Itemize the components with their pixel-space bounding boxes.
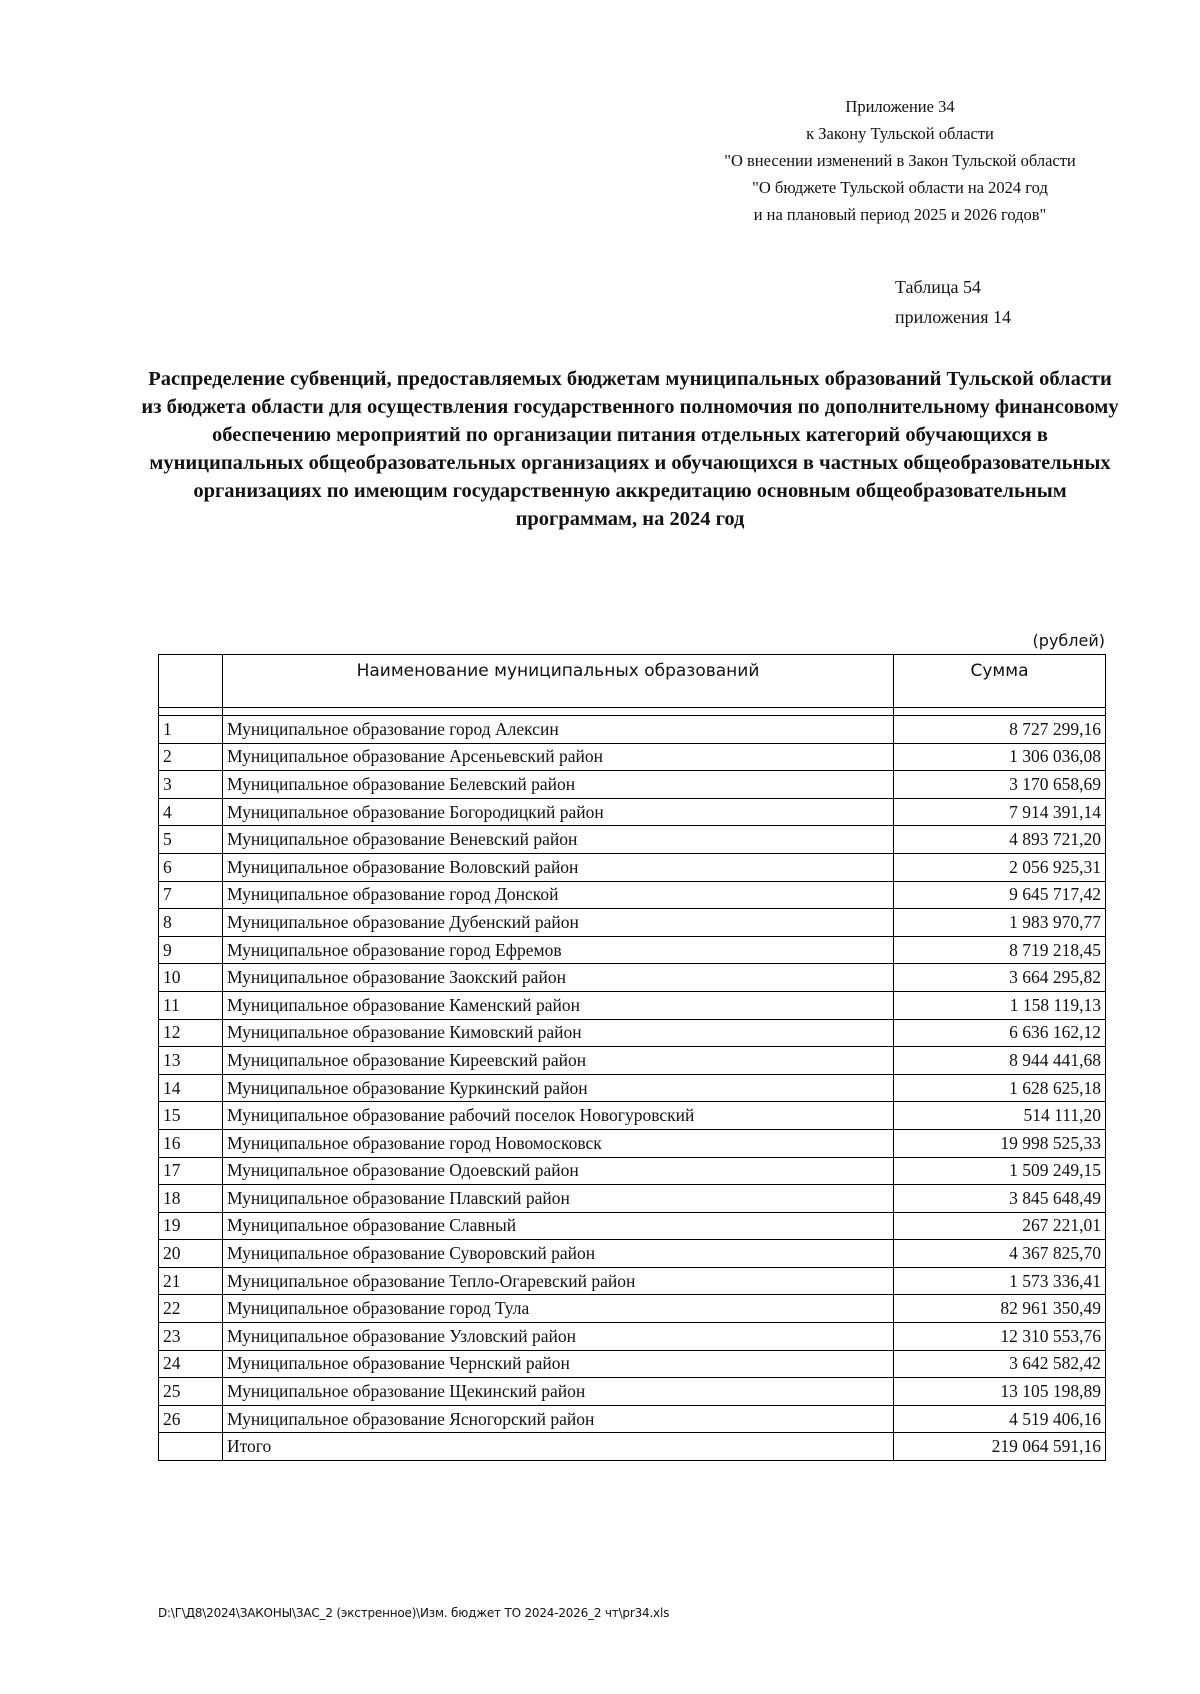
row-number: 23 xyxy=(159,1323,223,1351)
row-number: 8 xyxy=(159,909,223,937)
row-number: 11 xyxy=(159,991,223,1019)
row-number: 1 xyxy=(159,716,223,744)
table-row xyxy=(159,771,1106,799)
table-row xyxy=(159,1157,1106,1185)
row-name: Муниципальное образование Каменский район xyxy=(223,991,894,1019)
row-sum: 3 664 295,82 xyxy=(894,964,1106,992)
row-sum: 514 111,20 xyxy=(894,1102,1106,1130)
row-sum: 1 158 119,13 xyxy=(894,991,1106,1019)
row-name: Муниципальное образование Воловский район xyxy=(223,853,894,881)
row-number: 17 xyxy=(159,1157,223,1185)
table-row xyxy=(159,1405,1106,1433)
table-row xyxy=(159,743,1106,771)
row-name: Муниципальное образование Чернский район xyxy=(223,1350,894,1378)
row-number: 25 xyxy=(159,1378,223,1406)
row-sum: 6 636 162,12 xyxy=(894,1019,1106,1047)
table-row xyxy=(159,881,1106,909)
row-name: Муниципальное образование город Новомосковск xyxy=(223,1129,894,1157)
appendix-line: и на плановый период 2025 и 2026 годов" xyxy=(753,205,1047,224)
row-name: Муниципальное образование город Алексин xyxy=(223,716,894,744)
table-reference-line: приложения 14 xyxy=(895,307,1012,327)
row-name: Муниципальное образование Кимовский район xyxy=(223,1019,894,1047)
units-label: (рублей) xyxy=(1032,631,1105,650)
table-row xyxy=(159,1019,1106,1047)
row-number: 10 xyxy=(159,964,223,992)
row-number: 13 xyxy=(159,1047,223,1075)
row-sum: 2 056 925,31 xyxy=(894,853,1106,881)
row-name: Муниципальное образование рабочий поселок Новогуровский xyxy=(223,1102,894,1130)
row-sum: 1 573 336,41 xyxy=(894,1267,1106,1295)
row-number: 18 xyxy=(159,1185,223,1213)
row-name: Муниципальное образование Киреевский район xyxy=(223,1047,894,1075)
header-name: Наименование муниципальных образований xyxy=(223,655,894,708)
row-sum: 12 310 553,76 xyxy=(894,1323,1106,1351)
table-row xyxy=(159,936,1106,964)
header-sum: Сумма xyxy=(894,655,1106,708)
row-number: 16 xyxy=(159,1129,223,1157)
table-row xyxy=(159,964,1106,992)
total-sum: 219 064 591,16 xyxy=(894,1433,1106,1461)
row-sum: 19 998 525,33 xyxy=(894,1129,1106,1157)
row-number: 15 xyxy=(159,1102,223,1130)
table-reference-line: Таблица 54 xyxy=(895,277,981,297)
row-sum: 9 645 717,42 xyxy=(894,881,1106,909)
table-row xyxy=(159,853,1106,881)
row-name: Муниципальное образование Суворовский район xyxy=(223,1240,894,1268)
row-name: Муниципальное образование Щекинский район xyxy=(223,1378,894,1406)
row-name: Муниципальное образование Арсеньевский район xyxy=(223,743,894,771)
table-row xyxy=(159,798,1106,826)
row-sum: 82 961 350,49 xyxy=(894,1295,1106,1323)
table-row xyxy=(159,1212,1106,1240)
row-name: Муниципальное образование Тепло-Огаревский район xyxy=(223,1267,894,1295)
row-name: Муниципальное образование город Ефремов xyxy=(223,936,894,964)
table-row xyxy=(159,1378,1106,1406)
table-row xyxy=(159,716,1106,744)
row-number: 6 xyxy=(159,853,223,881)
row-sum: 8 944 441,68 xyxy=(894,1047,1106,1075)
row-sum: 3 845 648,49 xyxy=(894,1185,1106,1213)
table-row xyxy=(159,1129,1106,1157)
table-row xyxy=(159,909,1106,937)
row-number: 20 xyxy=(159,1240,223,1268)
row-sum: 4 893 721,20 xyxy=(894,826,1106,854)
table-row xyxy=(159,1047,1106,1075)
row-name: Муниципальное образование Ясногорский район xyxy=(223,1405,894,1433)
appendix-line: к Закону Тульской области xyxy=(806,124,994,143)
row-name: Муниципальное образование Дубенский район xyxy=(223,909,894,937)
row-number: 5 xyxy=(159,826,223,854)
row-name: Муниципальное образование Богородицкий район xyxy=(223,798,894,826)
row-number: 24 xyxy=(159,1350,223,1378)
row-name: Муниципальное образование город Донской xyxy=(223,881,894,909)
table-row xyxy=(159,826,1106,854)
row-number: 22 xyxy=(159,1295,223,1323)
row-sum: 1 628 625,18 xyxy=(894,1074,1106,1102)
table-row xyxy=(159,991,1106,1019)
row-name: Муниципальное образование Плавский район xyxy=(223,1185,894,1213)
appendix-line: Приложение 34 xyxy=(845,97,955,116)
row-number: 12 xyxy=(159,1019,223,1047)
table-spacer-row xyxy=(159,708,1106,716)
row-name: Муниципальное образование Славный xyxy=(223,1212,894,1240)
row-sum: 3 642 582,42 xyxy=(894,1350,1106,1378)
row-sum: 3 170 658,69 xyxy=(894,771,1106,799)
row-name: Муниципальное образование Заокский район xyxy=(223,964,894,992)
subsidy-table xyxy=(158,654,1106,1461)
row-number: 14 xyxy=(159,1074,223,1102)
row-sum: 4 519 406,16 xyxy=(894,1405,1106,1433)
total-label: Итого xyxy=(223,1433,894,1461)
row-name: Муниципальное образование Веневский район xyxy=(223,826,894,854)
table-header-row xyxy=(159,655,1106,708)
row-sum: 4 367 825,70 xyxy=(894,1240,1106,1268)
row-sum: 13 105 198,89 xyxy=(894,1378,1106,1406)
table-row xyxy=(159,1074,1106,1102)
row-name: Муниципальное образование город Тула xyxy=(223,1295,894,1323)
row-number: 21 xyxy=(159,1267,223,1295)
row-sum: 1 306 036,08 xyxy=(894,743,1106,771)
row-sum: 7 914 391,14 xyxy=(894,798,1106,826)
table-row xyxy=(159,1102,1106,1130)
row-sum: 1 509 249,15 xyxy=(894,1157,1106,1185)
row-name: Муниципальное образование Белевский район xyxy=(223,771,894,799)
table-row xyxy=(159,1323,1106,1351)
table-row xyxy=(159,1185,1106,1213)
row-sum: 1 983 970,77 xyxy=(894,909,1106,937)
row-name: Муниципальное образование Узловский район xyxy=(223,1323,894,1351)
total-number-cell xyxy=(159,1433,223,1461)
header-number xyxy=(159,655,223,708)
appendix-line: "О внесении изменений в Закон Тульской области xyxy=(724,151,1076,170)
row-number: 3 xyxy=(159,771,223,799)
document-title: Распределение субвенций, предоставляемых бюджетам муниципальных образований Тульской области из бюджета области для осуществления государственного полномочия по дополнительному финансовому обеспечению мероприятий по организации питания отдельных категорий обучающихся в муниципальных общеобразовательных организациях и обучающихся в частных общеобразовательных организациях по имеющим государственную аккредитацию основным общеобразовательным программам, на 2024 год xyxy=(141,368,1119,530)
row-sum: 8 727 299,16 xyxy=(894,716,1106,744)
table-row xyxy=(159,1295,1106,1323)
row-number: 26 xyxy=(159,1405,223,1433)
row-number: 7 xyxy=(159,881,223,909)
total-row xyxy=(159,1433,1106,1461)
row-name: Муниципальное образование Куркинский район xyxy=(223,1074,894,1102)
row-number: 2 xyxy=(159,743,223,771)
appendix-header xyxy=(690,93,1110,228)
table-row xyxy=(159,1267,1106,1295)
table-row xyxy=(159,1350,1106,1378)
row-name: Муниципальное образование Одоевский район xyxy=(223,1157,894,1185)
row-number: 4 xyxy=(159,798,223,826)
row-sum: 8 719 218,45 xyxy=(894,936,1106,964)
table-reference xyxy=(895,272,1011,332)
table-row xyxy=(159,1240,1106,1268)
file-path-footer: D:\Г\Д8\2024\ЗАКОНЫ\ЗАС_2 (экстренное)\Изм. бюджет ТО 2024-2026_2 чт\pr34.xls xyxy=(158,1606,670,1620)
appendix-line: "О бюджете Тульской области на 2024 год xyxy=(752,178,1048,197)
row-sum: 267 221,01 xyxy=(894,1212,1106,1240)
row-number: 19 xyxy=(159,1212,223,1240)
row-number: 9 xyxy=(159,936,223,964)
